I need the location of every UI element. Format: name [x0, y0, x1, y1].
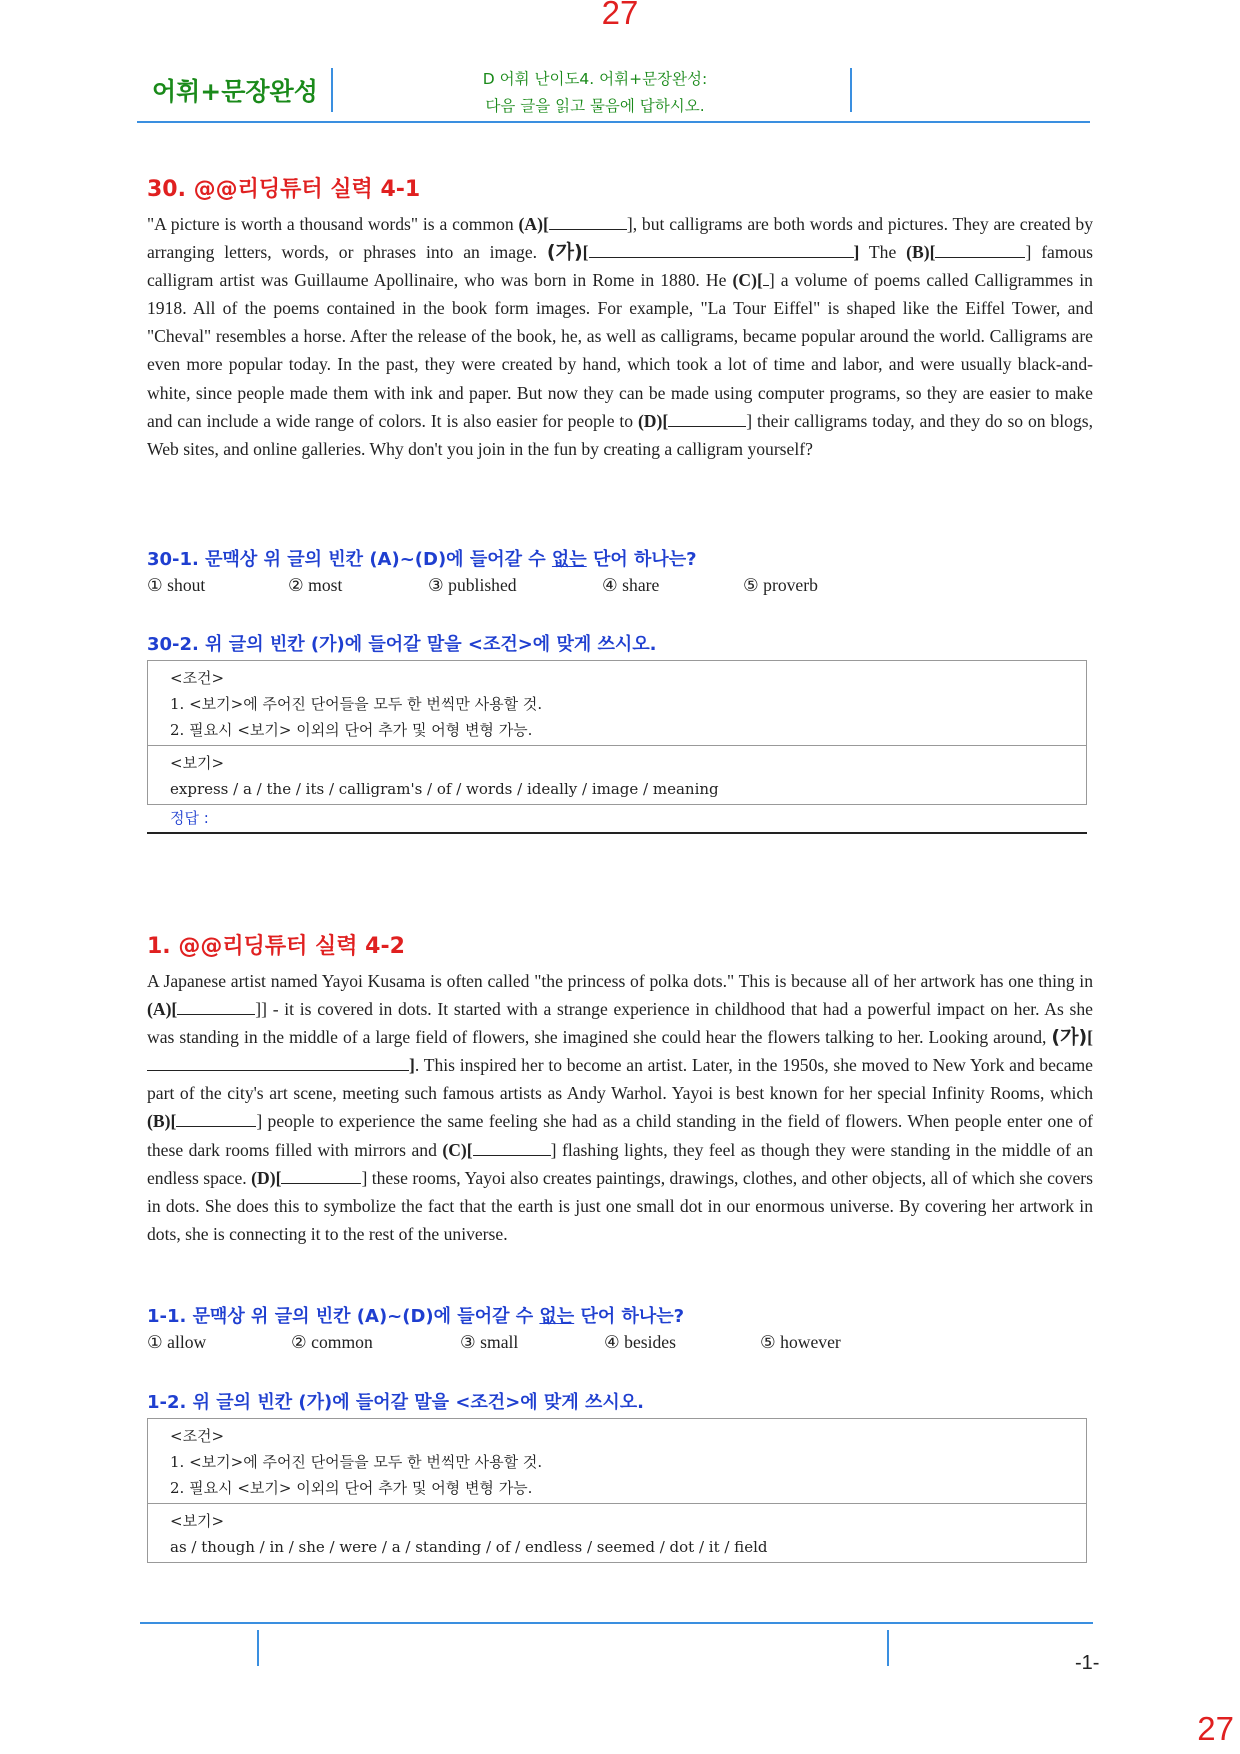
option-1[interactable]: ① shout — [147, 575, 206, 595]
header-info-line1: D 어휘 난이도4. 어휘+문장완성: — [482, 70, 708, 88]
footer-rule — [140, 1622, 1093, 1624]
blank-d-label: (D)[ — [251, 1167, 282, 1188]
footer-divider-left — [257, 1630, 259, 1666]
blank-a — [549, 229, 627, 230]
blank-c-label: (C)[ — [442, 1139, 473, 1160]
blank-a — [177, 1014, 255, 1015]
blank-c — [473, 1155, 551, 1156]
blank-b — [176, 1126, 256, 1127]
word-bank — [148, 745, 1086, 804]
question-1-1-prompt: 1-1. 문맥상 위 글의 빈칸 (A)~(D)에 들어갈 수 없는 단어 하나는? — [147, 1306, 685, 1327]
conditions — [148, 1419, 1086, 1503]
word-bank-words: as / though / in / she / were / a / standing / of / endless / seemed / dot / it / field — [170, 1538, 768, 1556]
blank-b-label: (B)[ — [906, 242, 936, 263]
condition-2: 2. 필요시 <보기> 이외의 단어 추가 및 어형 변형 가능. — [170, 721, 533, 739]
question-30-passage: "A picture is worth a thousand words" is a common (A)[ ], but calligrams are both words and pictures. They are created by arranging letters, words, or phrases into an image. (가)[ ] The (B)[ ] famous calligram artist was Guillaume Apollinaire, who was born in Rome in 1880. He (C)[ ] a volume of poems called Calligrammes in 1918. All of the poems contained in the book form images. For example, "La Tour Eiffel" is shaped like the Eiffel Tower, and "Cheval" resembles a horse. After the release of the book, he, as well as calligrams, became popular around the world. Calligrams are even more popular today. In the past, they were created by hand, which took a lot of time and labor, and were usually black-and-white, since people made them with ink and paper. But now they can be made using computer programs, so they are easier to make and can include a wide range of colors. It is also easier for people to (D)[ ] their calligrams today, and they do so on blogs, Web sites, and online galleries. Why don't you join in the fun by creating a calligram yourself? — [147, 214, 1093, 459]
blank-d-label: (D)[ — [637, 410, 669, 431]
question-1-2-prompt: 1-2. 위 글의 빈칸 (가)에 들어갈 말을 <조건>에 맞게 쓰시오. — [147, 1392, 644, 1413]
header-info-line2: 다음 글을 읽고 물음에 답하시오. — [485, 97, 705, 115]
word-bank — [148, 1503, 1086, 1562]
option-2[interactable]: ② most — [288, 575, 343, 595]
footer-page-number: -1- — [1075, 1652, 1100, 1674]
footer-divider-right — [887, 1630, 889, 1666]
option-3[interactable]: ③ published — [428, 575, 517, 595]
condition-2: 2. 필요시 <보기> 이외의 단어 추가 및 어형 변형 가능. — [170, 1479, 533, 1497]
header-rule — [137, 121, 1090, 123]
word-bank-words: express / a / the / its / calligram's / of / words / ideally / image / meaning — [170, 780, 719, 798]
header-divider-left — [331, 68, 333, 112]
answer-line[interactable] — [147, 832, 1087, 834]
word-bank-heading: <보기> — [170, 754, 225, 772]
option-5[interactable]: ⑤ proverb — [743, 575, 818, 595]
option-3[interactable]: ③ small — [460, 1332, 519, 1352]
blank-d — [668, 426, 746, 427]
conditions — [148, 661, 1086, 745]
answer-label: 정답 : — [170, 809, 209, 827]
option-5[interactable]: ⑤ however — [760, 1332, 841, 1352]
word-bank-heading: <보기> — [170, 1512, 225, 1530]
blank-b-label: (B)[ — [147, 1111, 177, 1132]
page-number-top: 27 — [601, 0, 639, 31]
condition-box-1 — [147, 1418, 1087, 1563]
condition-1: 1. <보기>에 주어진 단어들을 모두 한 번씩만 사용할 것. — [170, 695, 543, 713]
question-1-passage: A Japanese artist named Yayoi Kusama is often called "the princess of polka dots." This is because all of her artwork has one thing in (A)[ ]] - it is covered in dots. It started with a strange experience in childhood that had a powerful impact on her. As she was standing in the middle of a large field of flowers, she imagined she could hear the flowers talking to her. Looking around, (가)[]. This inspired her to become an artist. Later, in the 1950s, she moved to New York and became part of the city's art scene, meeting such famous artists as Andy Warhol. Yayoi is best known for her special Infinity Rooms, which (B)[ ] people to experience the same feeling she had as a child standing in the field of flowers. When people enter one of these dark rooms filled with mirrors and (C)[ ] flashing lights, they feel as though they were standing in the middle of an endless space. (D)[ ] these rooms, Yayoi also creates paintings, drawings, clothes, and other objects, all of which she covers in dots. She does this to symbolize the fact that the earth is just one small dot in our enormous universe. By covering her artwork in dots, she is connecting it to the rest of the universe. — [147, 971, 1093, 1244]
blank-a-label: (A)[ — [518, 214, 549, 234]
option-4[interactable]: ④ besides — [604, 1332, 676, 1352]
conditions-heading: <조건> — [170, 669, 225, 687]
blank-ga — [589, 257, 854, 258]
blank-ga-label: (가) — [1051, 1026, 1088, 1049]
blank-c-label: (C)[ — [732, 270, 763, 291]
blank-ga-label: (가) — [546, 241, 583, 264]
header-info — [335, 66, 855, 120]
blank-b — [935, 257, 1025, 258]
blank-ga — [147, 1070, 409, 1071]
option-4[interactable]: ④ share — [602, 575, 660, 595]
page-number-bottom: 27 — [1197, 1710, 1234, 1747]
condition-1: 1. <보기>에 주어진 단어들을 모두 한 번씩만 사용할 것. — [170, 1453, 543, 1471]
question-30-1-prompt: 30-1. 문맥상 위 글의 빈칸 (A)~(D)에 들어갈 수 없는 단어 하나는? — [147, 549, 697, 570]
conditions-heading: <조건> — [170, 1427, 225, 1445]
condition-box-30 — [147, 660, 1087, 805]
question-30-2-prompt: 30-2. 위 글의 빈칸 (가)에 들어갈 말을 <조건>에 맞게 쓰시오. — [147, 634, 657, 655]
option-2[interactable]: ② common — [291, 1332, 373, 1352]
question-30-title: 30. @@리딩튜터 실력 4-1 — [147, 177, 421, 202]
question-1-title: 1. @@리딩튜터 실력 4-2 — [147, 934, 405, 959]
option-1[interactable]: ① allow — [147, 1332, 207, 1352]
blank-a-label: (A)[ — [147, 999, 178, 1020]
header-divider-right — [850, 68, 852, 112]
section-title: 어휘+문장완성 — [152, 77, 318, 106]
blank-d — [281, 1183, 361, 1184]
